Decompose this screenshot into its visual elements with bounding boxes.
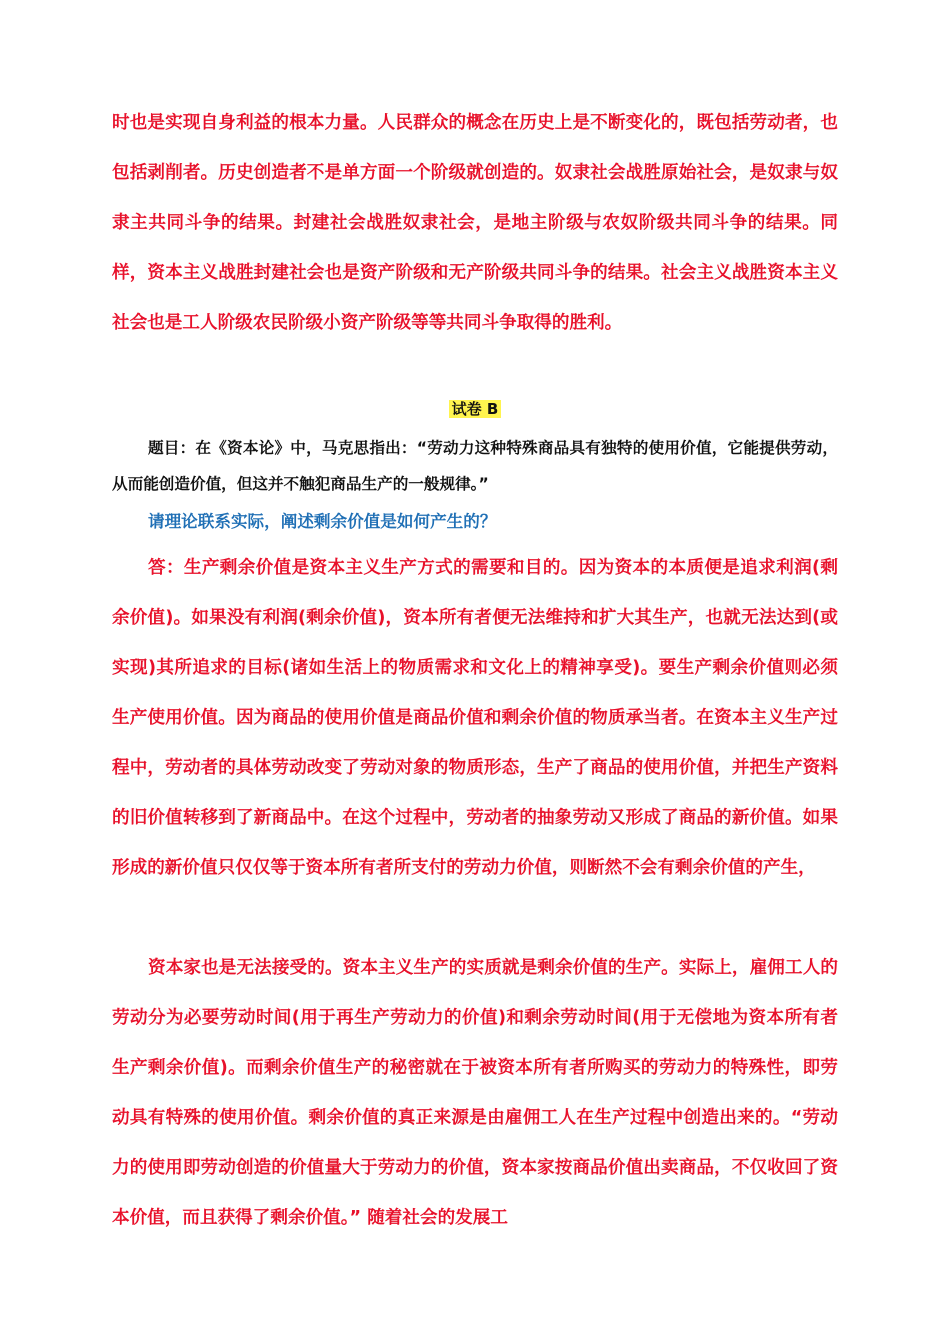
question-paragraph: 题目：在《资本论》中，马克思指出：“劳动力这种特殊商品具有独特的使用价值，它能提供劳动，从而能创造价值，但这并不触犯商品生产的一般规律。” [112,439,838,493]
exam-heading-label: 试卷 B [449,400,502,418]
continuation-paragraph: 资本家也是无法接受的。资本主义生产的实质就是剩余价值的生产。实际上，雇佣工人的劳动分为必要劳动时间(用于再生产劳动力的价值)和剩余劳动时间(用于无偿地为资本所有者生产剩余价值)。而剩余价值生产的秘密就在于被资本所有者所购买的劳动力的特殊性，即劳动具有特殊的使用价值。剩余价值的真正来源是由雇佣工人在生产过程中创造出来的。“劳动力的使用即劳动创造的价值量大于劳动力的价值，资本家按商品价值出卖商品，不仅收回了资本价值，而且获得了剩余价值。” 随着社会的发展工 [112,958,838,1228]
prompt-paragraph: 请理论联系实际，阐述剩余价值是如何产生的？ [148,512,497,531]
intro-paragraph: 时也是实现自身利益的根本力量。人民群众的概念在历史上是不断变化的，既包括劳动者，也包括剥削者。历史创造者不是单方面一个阶级就创造的。奴隶社会战胜原始社会，是奴隶与奴隶主共同斗争的结果。封建社会战胜奴隶社会，是地主阶级与农奴阶级共同斗争的结果。同样，资本主义战胜封建社会也是资产阶级和无产阶级共同斗争的结果。社会主义战胜资本主义社会也是工人阶级农民阶级小资产阶级等等共同斗争取得的胜利。 [112,113,838,333]
answer-paragraph: 答：生产剩余价值是资本主义生产方式的需要和目的。因为资本的本质便是追求利润(剩余价值)。如果没有利润(剩余价值)，资本所有者便无法维持和扩大其生产，也就无法达到(或实现)其所追求的目标(诸如生活上的物质需求和文化上的精神享受)。要生产剩余价值则必须生产使用价值。因为商品的使用价值是商品价值和剩余价值的物质承当者。在资本主义生产过程中，劳动者的具体劳动改变了劳动对象的物质形态，生产了商品的使用价值，并把生产资料的旧价值转移到了新商品中。在这个过程中，劳动者的抽象劳动又形成了商品的新价值。如果形成的新价值只仅仅等于资本所有者所支付的劳动力价值，则断然不会有剩余价值的产生， [112,558,838,878]
exam-heading [0,396,950,422]
